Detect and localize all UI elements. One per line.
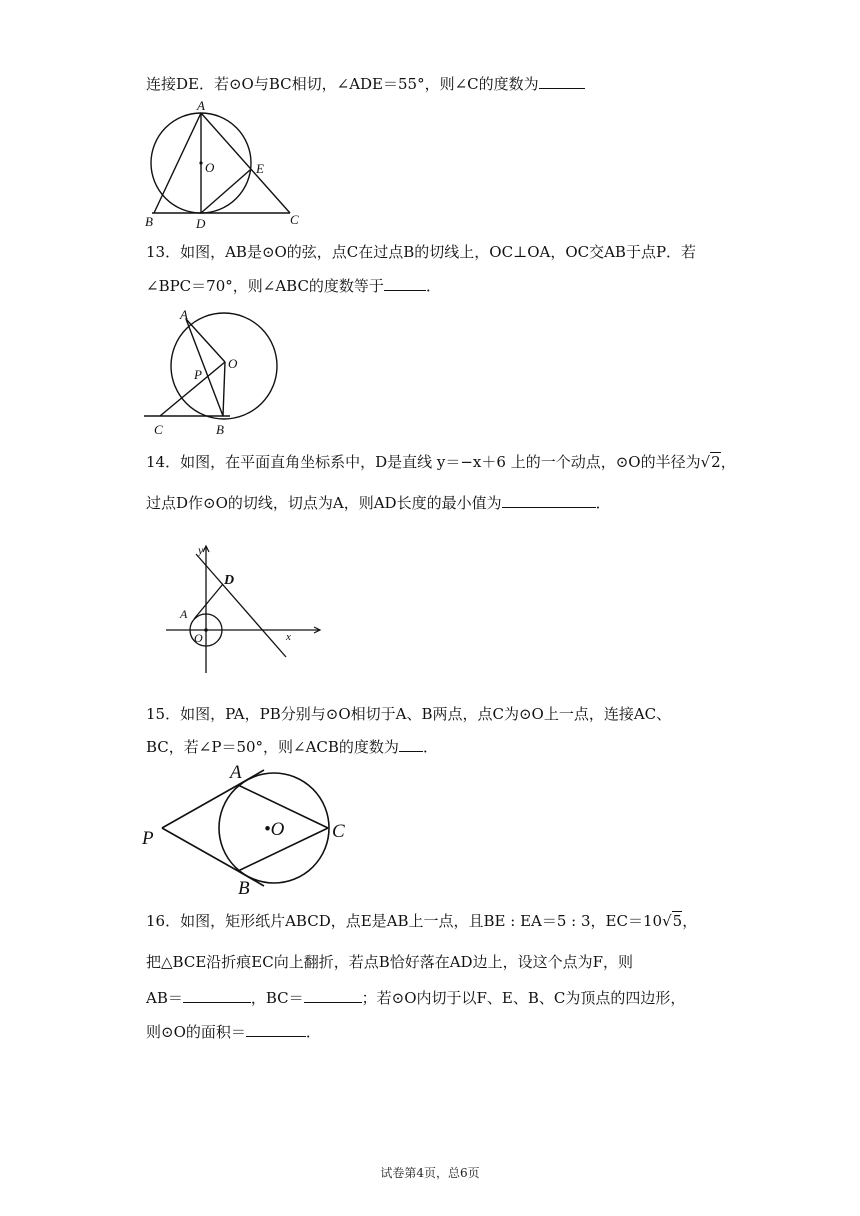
q12-figure	[140, 100, 310, 230]
q14-period: ．	[595, 494, 611, 512]
q16-ec-sqrt-value: 5	[672, 912, 683, 930]
q12-answer-blank[interactable]	[539, 74, 585, 89]
q14-figure	[160, 538, 330, 678]
q13-answer-blank[interactable]	[384, 276, 426, 291]
q15-text-1: 15．如图，PA，PB分别与⊙O相切于A、B两点，点C为⊙O上一点，连接AC、	[146, 705, 672, 723]
q15-text-2: BC，若∠P＝50°，则∠ACB的度数为	[146, 738, 399, 756]
q14-text-2: 过点D作⊙O的切线，切点为A，则AD长度的最小值为	[146, 494, 502, 512]
q13-line2	[146, 276, 441, 296]
q12-label-o: O	[205, 160, 215, 175]
q15-figure	[140, 760, 360, 900]
q14-answer-blank[interactable]	[502, 493, 596, 508]
q15-label-o: •O	[264, 819, 285, 840]
q16-line2	[146, 952, 633, 972]
q16-text-3: ；若⊙O内切于以F、E、B、C为顶点的四边形，	[361, 989, 686, 1007]
q13-period: ．	[425, 277, 441, 295]
q13-label-b: B	[216, 422, 224, 437]
q16-ab-answer-blank[interactable]	[183, 988, 251, 1003]
q16-text-ab: AB＝	[146, 989, 183, 1007]
q14-radius-value: 2	[711, 453, 721, 471]
q15-answer-blank[interactable]	[399, 737, 423, 752]
q13-label-c: C	[154, 422, 163, 437]
q15-label-a: A	[230, 762, 242, 783]
q15-label-c: C	[332, 821, 345, 842]
q15-line1	[146, 704, 671, 724]
q16-period: ．	[305, 1023, 321, 1041]
q13-text-1: 13．如图，AB是⊙O的弦，点C在过点B的切线上，OC⊥OA，OC交AB于点P．若	[146, 243, 697, 261]
q14-line2	[146, 493, 611, 513]
q14-label-a: A	[180, 607, 188, 621]
q15-period: ．	[422, 738, 438, 756]
q12-line1	[146, 74, 585, 94]
q14-label-o: O	[194, 631, 203, 645]
q14-label-d: D	[224, 573, 235, 588]
q14-line1: 14．如图，在平面直角坐标系中，D是直线 y＝−x＋6 上的一个动点，⊙O的半径为√2，	[146, 453, 736, 471]
q15-label-p: P	[142, 828, 154, 849]
q16-line3	[146, 988, 685, 1008]
q16-text-bc: ，BC＝	[250, 989, 304, 1007]
q16-comma: ，	[682, 912, 698, 930]
q12-label-a: A	[197, 100, 205, 113]
q12-text: 连接DE．若⊙O与BC相切，∠ADE＝55°，则∠C的度数为	[146, 75, 539, 93]
q16-line1: 16．如图，矩形纸片ABCD，点E是AB上一点，且BE : EA＝5 : 3，EC＝10√5，	[146, 912, 698, 930]
q15-label-b: B	[238, 878, 250, 899]
q13-label-p: P	[194, 367, 202, 382]
q14-text-1: 14．如图，在平面直角坐标系中，D是直线 y＝−x＋6 上的一个动点，⊙O的半径为	[146, 453, 701, 471]
q14-label-x: x	[286, 631, 291, 643]
page-footer: 试卷第4页，总6页	[380, 1166, 480, 1180]
q13-label-a: A	[180, 307, 188, 322]
q16-text-4: 则⊙O的面积＝	[146, 1023, 246, 1041]
q12-label-b: B	[145, 214, 153, 229]
q13-label-o: O	[228, 356, 238, 371]
q13-line1	[146, 242, 696, 262]
q16-text-2: 把△BCE沿折痕EC向上翻折，若点B恰好落在AD边上，设这个点为F，则	[146, 953, 633, 971]
q14-comma: ，	[720, 453, 736, 471]
q12-label-d: D	[196, 216, 206, 230]
q16-line4	[146, 1022, 321, 1042]
q13-figure	[140, 305, 290, 440]
q14-label-y: y	[198, 543, 204, 557]
q15-line2	[146, 737, 438, 757]
q13-text-2: ∠BPC＝70°，则∠ABC的度数等于	[146, 277, 384, 295]
q12-label-e: E	[256, 161, 264, 176]
q12-label-c: C	[290, 212, 299, 227]
q16-area-answer-blank[interactable]	[246, 1022, 306, 1037]
q16-text-1: 16．如图，矩形纸片ABCD，点E是AB上一点，且BE : EA＝5 : 3，EC＝10	[146, 912, 663, 930]
q16-bc-answer-blank[interactable]	[304, 988, 362, 1003]
